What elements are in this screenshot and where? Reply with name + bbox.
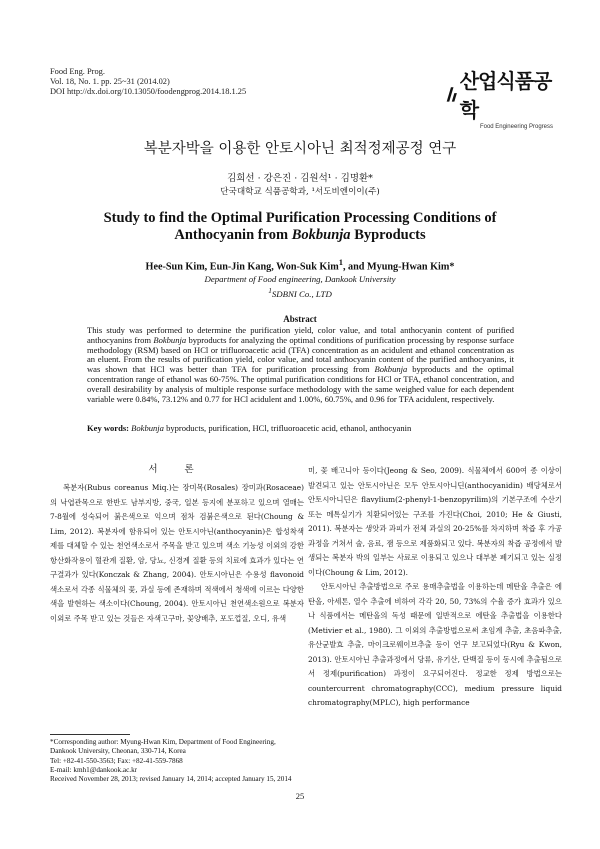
journal-name: Food Eng. Prog.: [50, 67, 105, 76]
journal-volume: Vol. 18, No. 1. pp. 25~31 (2014.02): [50, 77, 170, 86]
authors-korean: 김희선 · 강은진 · 김원석¹ · 김명환*: [227, 173, 373, 184]
logo-mark-icon: [445, 83, 458, 105]
page-number: 25: [295, 791, 305, 801]
affiliation-korean: 단국대학교 식품공학과, ¹서도비엔이이(주): [220, 187, 380, 197]
keywords: Key words: Bokbunja byproducts, purification, HCl, trifluoroacetic acid, ethanol, anthocyanin: [87, 423, 412, 433]
intro-paragraph-3: 안토시아닌 추출방법으로 주로 용매추출법을 이용하는데 메탄올 추출은 에탄올, 아세톤, 열수 추출에 비하여 각각 20, 50, 73%의 수율 증가 효과가 있으나 식품에서는 메탄올의 독성 때문에 일반적으로 에탄올 추출법을 이용한다(Metivier et al., 1980). 그 이외의 추출방법으로써 초임계 추출, 초음파추출, 유산균발효 추출, 마이크로웨이브추출 등이 연구 보고되었다(Ryu & Kwon, 2013). 안토시아닌 추출과정에서 당류, 유기산, 단백질 등이 동시에 추출됨으로서 정제(purification) 과정이 요구되어진다. 정교한 정제 방법으로는 countercurrent chromatography(CCC), medium pressure liquid chromatography(MPLC), high performance: [308, 582, 562, 707]
section-heading-introduction: 서 론: [148, 464, 206, 475]
title-korean: 복분자박을 이용한 안토시아닌 최적정제공정 연구: [143, 141, 457, 157]
journal-logo: [445, 65, 553, 130]
intro-paragraph-2: 미, 꽃 배고니아 등이다(Jeong & Seo, 2009). 식물체에서 600여 종 이상이 발견되고 있는 안토시아닌은 모두 안토시아니딘(anthocyanidin) 배당체로서 안토시아니딘은 flavylium(2-phenyl-1-benzopyrilim)의 기본구조에 수산기 또는 메톡실기가 치환되어있는 구조를 가진다(Choi, 2010; He & Giusti, 2011). 복분자는 생앗과 과피가 전체 과실의 20-25%를 차지하며 착즙 후 가공 과정을 거쳐서 술, 음료, 잼 등으로 제품화되고 있다. 복분자의 착즙 공정에서 발생되는 복분자 박의 일부는 사료로 이용되고 있으나 대부분 폐기되고 있는 실정이다(Choung & Lim, 2012).: [308, 466, 562, 577]
authors-english: Hee-Sun Kim, Eun-Jin Kang, Won-Suk Kim$^1$, and Myung-Hwan Kim*: [145, 257, 455, 273]
corresponding-author-footnote: *Corresponding author: Myung-Hwan Kim, Department of Food Engineering, Dankook University, Cheonan, 330-714, Korea Tel: +82-41-550-3563; Fax: +82-41-559-7868 E-mail: kmh1@dankook.ac.kr Received November 28, 2013; revised January 14, 2014; accepted January 15, 2014: [50, 738, 292, 784]
left-column: [50, 464, 304, 626]
affiliation-english: Department of Food engineering, Dankook University $^1$SDBNI Co., LTD: [204, 274, 396, 299]
journal-doi: DOI http://dx.doi.org/10.13050/foodengprog.2014.18.1.25: [50, 87, 247, 96]
intro-paragraph-1: 복분자(Rubus coreanus Miq.)는 장미목(Rosales) 장미과(Rosaceae)의 낙엽관목으로 한반도 남부지방, 중국, 일본 등지에 분포하고 있으며 열매는 7-8월에 성숙되어 붉은색으로 익으며 점차 검붉은색으로 된다(Choung & Lim, 2012). 복분자에 함유되어 있는 안토시아닌(anthocyanin)은 합성착색제를 대체할 수 있는 천연색소로서 주목을 받고 있으며 색소 기능성 이외의 강한 항산화작용이 혈관계 질환, 암, 당뇨, 신경계 질환 등의 치료에 효과가 있다는 연구결과가 있다(Konczak & Zhang, 2004). 안토시아닌은 수용성 flavonoid 색소로서 각종 식물체의 꽃, 과실 등에 존재하며 적색에서 청색에 이르는 다양한 색을 발현하는 색소이다(Choung, 2004). 안토시아닌 천연색소원으로 복분자 이외로 주목 받고 있는 것들은 자색고구마, 꽃양배추, 포도껍질, 오디, 유색: [50, 483, 304, 623]
logo-text: 산업식품공학: [459, 69, 552, 122]
logo-subtitle: Food Engineering Progress: [479, 124, 553, 130]
abstract-heading: Abstract: [283, 314, 317, 324]
right-column: [308, 464, 562, 711]
footnote-divider: [50, 734, 130, 735]
title-english: Study to find the Optimal Purification Processing Conditions of Anthocyanin from Bokbunja Byproducts: [103, 210, 497, 243]
journal-header: [50, 67, 246, 97]
abstract-text: This study was performed to determine the purification yield, color value, and total anthocyanin content of purified anthocyanins from Bokbunja byproducts for analyzing the optimal conditions of purification processing by response surface methodology (RSM) based on HCl or trifluoroacetic acid (TFA) concentration as an acidulent and ethanol concentration as an eluent. From the results of purification yield, color value, and total anthocyanin content of the purified anthocyanins, it was shown that HCl was better than TFA for purification processing from Bokbunja byproducts and the optimal concentration range of ethanol was 60-75%. The optimal purification conditions for HCl or TFA, ethanol concentration, and overall desirability by analysis of multiple response surface methodology with the same weighed value for each dependent variable were 0.84%, 73.12% and 0.77 for HCl acidulent and 1.00%, 60.75%, and 0.96 for TFA acidulent, respectively.: [87, 325, 514, 404]
